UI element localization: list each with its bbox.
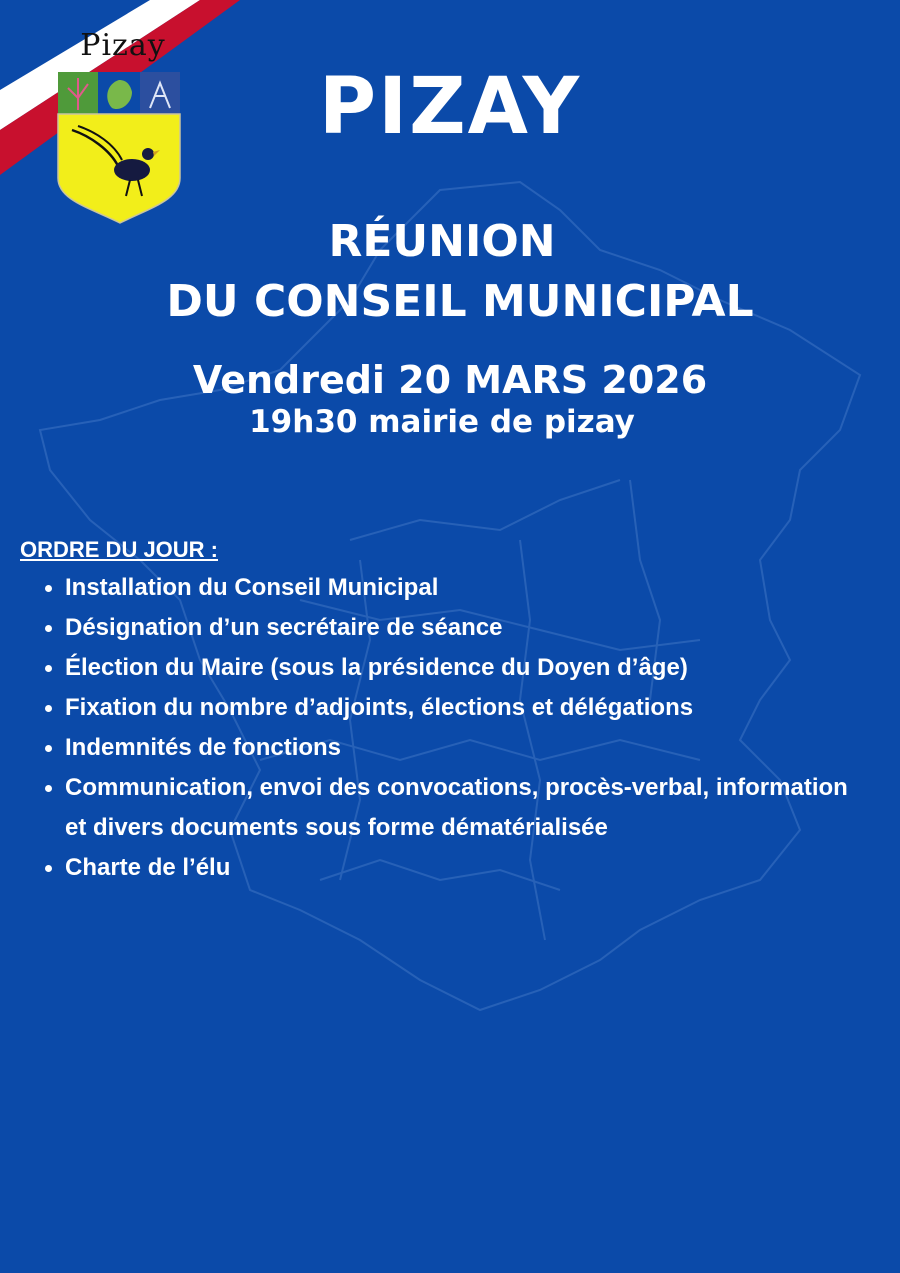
meeting-date: Vendredi 20 MARS 2026 [192, 358, 708, 402]
list-item: Communication, envoi des convocations, procès-verbal, information et divers documents sous forme dématérialisée [42, 768, 872, 848]
list-item: Charte de l’élu [42, 848, 872, 888]
list-item: Élection du Maire (sous la présidence du Doyen d’âge) [42, 648, 872, 688]
list-item: Fixation du nombre d’adjoints, élections et délégations [42, 688, 872, 728]
meeting-title-line2: DU CONSEIL MUNICIPAL [166, 276, 754, 327]
meeting-title-line1: RÉUNION [328, 216, 556, 267]
list-item: Installation du Conseil Municipal [42, 568, 872, 608]
agenda-heading: ORDRE DU JOUR : [20, 537, 219, 562]
list-item: Indemnités de fonctions [42, 728, 872, 768]
page-title: PIZAY [318, 62, 582, 152]
list-item: Désignation d’un secrétaire de séance [42, 608, 872, 648]
meeting-time-place: 19h30 mairie de pizay [249, 404, 635, 440]
agenda-list [42, 568, 872, 888]
logo-name: Pizay [80, 28, 166, 63]
